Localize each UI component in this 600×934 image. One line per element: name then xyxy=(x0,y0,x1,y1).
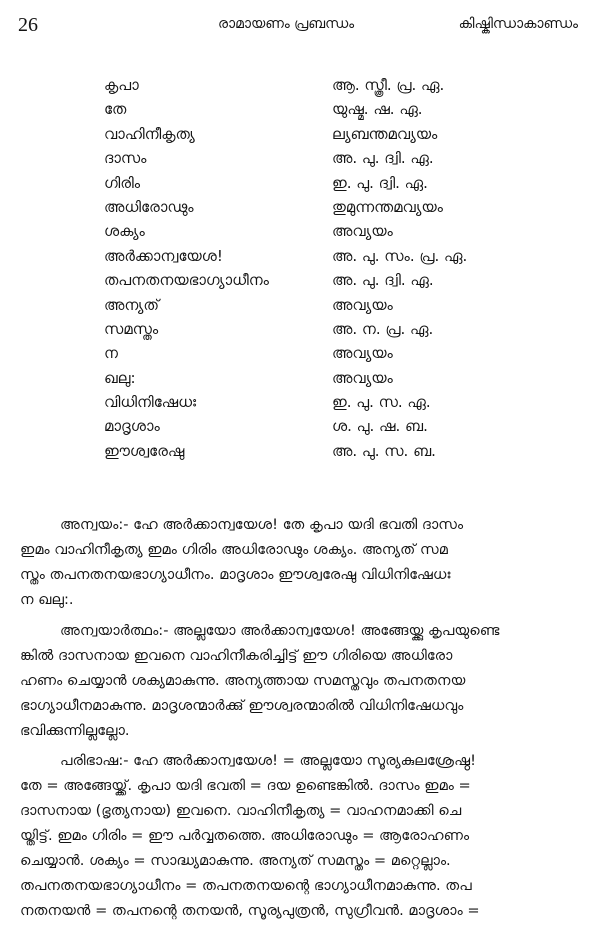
glossary-grammar: അവ്യയം xyxy=(332,295,393,314)
glossary-grammar: ഇ. പു. ദ്വി. ഏ. xyxy=(332,173,428,192)
anvayam-paragraph xyxy=(20,512,586,612)
paragraph-line: നതനയൻ = തപനന്റെ തനയൻ, സൂര്യപുത്രൻ, സുഗ്രീവൻ. മാദൃശാം = xyxy=(20,902,480,919)
paragraph-line: ന ഖലു:. xyxy=(20,591,74,608)
running-title: രാമായണം പ്രബന്ധം xyxy=(218,16,355,32)
glossary-word: അർക്കാന്വയേശ! xyxy=(104,246,223,265)
glossary-grammar: ആ. സ്ത്രീ. പ്ര. ഏ. xyxy=(332,76,445,94)
glossary-grammar: ല്യബന്തമവ്യയം xyxy=(332,124,438,143)
glossary-word: അധിരോഢും xyxy=(104,197,194,216)
paragraph-line: അന്വയാർത്ഥം:- അല്ലയോ അർക്കാന്വയേശ! അങ്ങേയ്ക്കു കൃപയുണ്ടെ xyxy=(60,622,500,639)
glossary-grammar: അ. പു. ദ്വി. ഏ. xyxy=(332,149,434,168)
paragraph-line: ഭാഗ്യാധീനമാകുന്നു. മാദൃശന്മാർക്കു് ഈശ്വരന്മാരിൽ വിധിനിഷേധവും xyxy=(20,697,464,714)
glossary-grammar: യുഷ്മ. ഷ. ഏ. xyxy=(332,100,423,119)
glossary-word: വിധിനിഷേധഃ xyxy=(104,393,197,412)
paragraph-line: ദാസനായ (ഭൃത്യനായ) ഇവനെ. വാഹിനീകൃത്യ = വാഹനമാക്കി ചെ xyxy=(20,802,462,819)
glossary-row xyxy=(104,174,524,198)
glossary-row xyxy=(104,369,524,393)
glossary-row xyxy=(104,320,524,344)
glossary-grammar: അ. ന. പ്ര. ഏ. xyxy=(332,319,434,338)
glossary-grammar: അവ്യയം xyxy=(332,368,393,387)
paragraph-line: ഹണം ചെയ്യാൻ ശക്യമാകുന്നു. അന്യത്തായ സമസ്തവും തപനതനയ xyxy=(20,672,466,689)
glossary-word: വാഹിനീകൃത്യ xyxy=(104,124,195,143)
paragraph-line: ങ്കിൽ ദാസനായ ഇവനെ വാഹിനീകരിച്ചിട്ട് ഈ ഗിരിയെ അധിരോ xyxy=(20,647,453,664)
glossary-row xyxy=(104,222,524,246)
glossary-word: ഈശ്വരേഷു xyxy=(104,441,185,460)
glossary-word: ദാസം xyxy=(104,149,147,168)
glossary-row xyxy=(104,125,524,149)
glossary-word: ശക്യം xyxy=(104,222,145,241)
glossary-word: തപനതനയഭാഗ്യാധീനം xyxy=(104,271,269,290)
paribhasha-paragraph xyxy=(20,748,586,923)
glossary-word: ഖലു: xyxy=(104,368,136,387)
running-section: കിഷ്കിന്ധാകാണ്ഡം xyxy=(458,16,578,32)
glossary-word: തേ xyxy=(104,100,127,119)
word-grammar-list xyxy=(104,76,524,466)
glossary-row xyxy=(104,296,524,320)
glossary-grammar: അ. പു. സം. പ്ര. ഏ. xyxy=(332,246,468,265)
paragraph-line: ഇമം വാഹിനീകൃത്യ ഇമം ഗിരിം അധിരോഢും ശക്യം. അന്യത് സമ xyxy=(20,541,448,558)
glossary-row xyxy=(104,271,524,295)
glossary-grammar: അവ്യയം xyxy=(332,222,393,241)
glossary-row xyxy=(104,344,524,368)
anvayartham-paragraph xyxy=(20,618,586,743)
paragraph-line: ചെയ്യാൻ. ശക്യം = സാദ്ധ്യമാകുന്നു. അന്യത് സമസ്തം = മറ്റെല്ലാം. xyxy=(20,852,451,869)
paragraph-line: തപനതനയഭാഗ്യാധീനം = തപനതനയന്റെ ഭാഗ്യാധീനമാകുന്നു. തപ xyxy=(20,877,472,894)
glossary-grammar: ശ. പു. ഷ. ബ. xyxy=(332,417,428,436)
paragraph-line: യ്തിട്ട്. ഇമം ഗിരിം = ഈ പർവ്വതത്തെ. അധിരോഢും = ആരോഹണം xyxy=(20,827,470,844)
glossary-grammar: അവ്യയം xyxy=(332,344,393,363)
glossary-row xyxy=(104,417,524,441)
glossary-row xyxy=(104,198,524,222)
page-number: 26 xyxy=(18,14,38,36)
glossary-word: ന xyxy=(104,344,118,363)
glossary-word: മാദൃശാം xyxy=(104,417,160,436)
glossary-grammar: തുമുന്നന്തമവ്യയം xyxy=(332,197,443,216)
paragraph-line: സ്തം തപനതനയഭാഗ്യാധീനം. മാദൃശാം ഈശ്വരേഷു വിധിനിഷേധഃ xyxy=(20,566,451,583)
page-header xyxy=(18,14,582,44)
glossary-word: കൃപാ xyxy=(104,76,139,94)
glossary-row xyxy=(104,247,524,271)
paragraph-line: തേ = അങ്ങേയ്ക്ക്. കൃപാ യദി ഭവതി = ദയ ഉണ്ടെങ്കിൽ. ദാസം ഇമം = xyxy=(20,777,471,794)
glossary-row xyxy=(104,442,524,466)
paragraph-line: അന്വയം:- ഹേ അർക്കാന്വയേശ! തേ കൃപാ യദി ഭവതി ദാസം xyxy=(60,516,464,533)
glossary-word: സമസ്തം xyxy=(104,319,159,338)
glossary-grammar: അ. പു. സ. ബ. xyxy=(332,441,436,460)
glossary-grammar: ഇ. പു. സ. ഏ. xyxy=(332,393,431,412)
glossary-word: ഗിരിം xyxy=(104,173,140,192)
paragraph-line: ഭവിക്കുന്നില്ലല്ലോ. xyxy=(20,722,130,739)
glossary-row xyxy=(104,76,524,100)
glossary-row xyxy=(104,100,524,124)
paragraph-line: പരിഭാഷ:- ഹേ അർക്കാന്വയേശ! = അല്ലയോ സൂര്യകുലശ്രേഷ്ഠ! xyxy=(60,752,476,769)
glossary-grammar: അ. പു. ദ്വി. ഏ. xyxy=(332,271,434,290)
glossary-row xyxy=(104,393,524,417)
glossary-word: അന്യത് xyxy=(104,295,160,314)
glossary-row xyxy=(104,149,524,173)
